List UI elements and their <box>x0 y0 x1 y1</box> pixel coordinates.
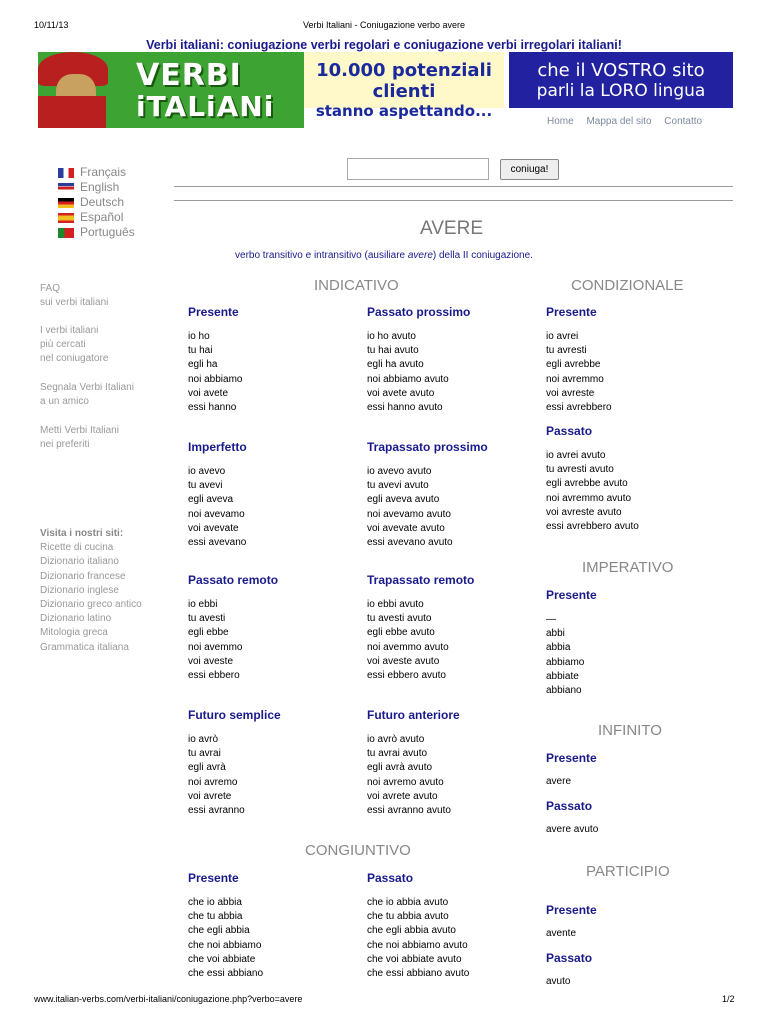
tense-heading: Presente <box>546 588 597 602</box>
conjugation-form: noi avremo <box>188 776 238 788</box>
language-label: Français <box>80 165 127 179</box>
tense-block-imp-presente <box>546 588 597 698</box>
tense-heading: Presente <box>546 751 597 765</box>
conjugation-forms <box>546 330 612 415</box>
tense-block-ind-futuro-semplice <box>188 708 281 818</box>
conjugation-form: che tu abbia avuto <box>367 911 449 923</box>
verb-title: AVERE <box>420 218 484 239</box>
conjugation-form: avuto <box>546 976 571 987</box>
conjugation-forms <box>546 823 598 837</box>
flag-portugal-icon <box>58 228 74 238</box>
language-item-pt[interactable] <box>58 225 135 240</box>
verb-description: verbo transitivo e intransitivo (ausiliare avere) della II coniugazione. <box>235 250 533 261</box>
conjugation-form: voi avete avuto <box>367 387 435 399</box>
conjugation-form: che egli abbia avuto <box>367 925 456 937</box>
logo-text-line2: iTALiANi <box>136 90 275 123</box>
conjugation-forms <box>546 975 592 989</box>
divider <box>174 200 733 201</box>
tense-heading: Presente <box>188 871 239 885</box>
sidebar-faq-link[interactable]: FAQ sui verbi italiani <box>40 283 109 309</box>
conjugation-form: che voi abbiate avuto <box>367 953 462 965</box>
conjugation-form: voi avreste <box>546 387 595 399</box>
conjugation-form: egli ebbe <box>188 627 229 639</box>
conjugation-form: abbiamo <box>546 656 585 668</box>
conjugation-form: che essi abbiano <box>188 968 264 980</box>
conjugation-form: egli aveva avuto <box>367 494 440 506</box>
conjugation-form: voi avevate <box>188 522 239 534</box>
conjugation-form: avente <box>546 928 577 939</box>
sidebar-popular-link[interactable]: I verbi italiani più cercati nel coniugatore <box>40 325 109 365</box>
tense-block-ind-trapassato-prossimo <box>367 440 488 550</box>
conjugation-form: abbiano <box>546 685 582 697</box>
conjugation-form: essi hanno <box>188 402 237 414</box>
conjugation-form: che noi abbiamo <box>188 939 262 951</box>
site-link[interactable]: Dizionario italiano <box>40 556 119 568</box>
conjugation-form: voi avrete <box>188 790 232 802</box>
conjugation-form: noi avremo avuto <box>367 776 444 788</box>
tense-block-inf-passato <box>546 799 598 837</box>
conjugation-form: avere avuto <box>546 824 599 835</box>
conjugation-form: io avevo <box>188 466 226 477</box>
conjugation-form: noi abbiamo <box>188 373 243 385</box>
language-item-fr[interactable] <box>58 165 135 180</box>
language-label: Deutsch <box>80 195 125 209</box>
conjugation-form: egli avrà <box>188 762 226 774</box>
ad2-line2: parli la LORO lingua <box>536 81 706 101</box>
ad1-line2: stanno aspettando... <box>315 102 493 120</box>
tense-block-ind-futuro-anteriore <box>367 708 460 818</box>
tense-block-cond-presente <box>546 305 612 415</box>
tense-heading: Passato <box>367 871 414 885</box>
conjugation-form: abbia <box>546 642 571 654</box>
site-link[interactable]: Dizionario greco antico <box>40 599 142 611</box>
conjugation-forms <box>188 598 278 683</box>
tense-heading: Passato <box>546 951 593 965</box>
divider <box>174 186 733 187</box>
conjugation-form: noi abbiamo avuto <box>367 373 449 385</box>
mood-imperativo: IMPERATIVO <box>582 559 674 576</box>
language-label: Español <box>80 210 124 224</box>
logo-text-line1: VERBI <box>136 58 242 93</box>
language-item-es[interactable] <box>58 210 135 225</box>
conjugation-form: essi avranno avuto <box>367 805 451 817</box>
tense-heading: Trapassato prossimo <box>367 440 488 454</box>
ad2-line1: che il VOSTRO sito <box>537 60 705 81</box>
ad-banner-clients[interactable] <box>304 52 504 120</box>
conjugation-form: noi avevamo avuto <box>367 508 451 520</box>
conjugation-form: tu hai <box>188 345 213 357</box>
mood-indicativo: INDICATIVO <box>314 277 399 294</box>
ad1-line1: 10.000 potenziali clienti <box>316 60 492 102</box>
conjugation-form: io ho avuto <box>367 331 416 342</box>
print-page-number: 1/2 <box>722 994 735 1004</box>
site-link[interactable]: Dizionario latino <box>40 613 112 625</box>
tense-heading: Presente <box>546 903 597 917</box>
conjugation-form: che tu abbia <box>188 911 243 923</box>
conjugation-form: io avrei avuto <box>546 450 606 461</box>
conjugation-form: essi hanno avuto <box>367 402 443 414</box>
conjugation-form: tu avevi avuto <box>367 480 429 492</box>
conjugation-forms <box>367 598 474 683</box>
tense-heading: Presente <box>546 305 597 319</box>
conjugation-forms <box>188 330 242 415</box>
flag-germany-icon <box>58 198 74 208</box>
conjugation-form: voi avrete avuto <box>367 790 438 802</box>
tense-block-ind-presente <box>188 305 242 415</box>
site-link[interactable]: Ricette di cucina <box>40 542 114 554</box>
nav-contact-link[interactable]: Contatto <box>664 116 703 127</box>
conjugation-form: essi avevano <box>188 537 247 549</box>
tense-block-cong-passato <box>367 871 469 981</box>
tense-heading: Futuro semplice <box>188 708 281 722</box>
conjugation-form: noi avremmo <box>546 373 604 385</box>
tense-block-part-presente <box>546 903 597 941</box>
conjugation-form: — <box>546 614 556 625</box>
conjugation-form: noi avemmo <box>188 641 243 653</box>
conjugation-form: io avrò <box>188 734 219 745</box>
conjugation-form: io ho <box>188 331 210 342</box>
conjugation-form: tu hai avuto <box>367 345 419 357</box>
flag-france-icon <box>58 168 74 178</box>
conjugation-form: abbiate <box>546 670 579 682</box>
tense-block-inf-presente <box>546 751 597 789</box>
flag-spain-icon <box>58 213 74 223</box>
conjugation-form: io avrò avuto <box>367 734 425 745</box>
language-label: English <box>80 180 120 194</box>
conjugation-form: essi avevano avuto <box>367 537 453 549</box>
conjugation-form: tu avevi <box>188 480 223 492</box>
print-url: www.italian-verbs.com/verbi-italiani/coniugazione.php?verbo=avere <box>34 994 303 1004</box>
conjugation-form: che essi abbiano avuto <box>367 968 470 980</box>
conjugate-button[interactable]: coniuga! <box>500 159 559 180</box>
conjugation-form: io ebbi <box>188 599 218 610</box>
mood-infinito: INFINITO <box>598 722 662 739</box>
tense-block-ind-passato-prossimo <box>367 305 470 415</box>
conjugation-forms <box>546 775 597 789</box>
sidebar-bookmark-link[interactable]: Metti Verbi Italiani nei preferiti <box>40 425 119 451</box>
conjugation-form: voi avevate avuto <box>367 522 445 534</box>
tense-block-ind-trapassato-remoto <box>367 573 474 683</box>
conjugation-form: che noi abbiamo avuto <box>367 939 468 951</box>
tense-heading: Imperfetto <box>188 440 247 454</box>
conjugation-form: io ebbi avuto <box>367 599 424 610</box>
conjugation-form: voi aveste avuto <box>367 655 440 667</box>
conjugation-form: tu avrai avuto <box>367 748 428 760</box>
tense-heading: Presente <box>188 305 239 319</box>
language-list <box>58 165 135 240</box>
conjugation-form: abbi <box>546 628 565 640</box>
conjugation-form: noi avremmo avuto <box>546 492 632 504</box>
conjugation-form: essi avranno <box>188 805 245 817</box>
tense-heading: Trapassato remoto <box>367 573 475 587</box>
conjugation-form: tu avesti <box>188 613 226 625</box>
language-item-de[interactable] <box>58 195 135 210</box>
conjugation-forms <box>188 465 247 550</box>
language-label: Português <box>80 225 135 239</box>
mood-condizionale: CONDIZIONALE <box>571 277 684 294</box>
conjugation-form: egli ha <box>188 359 218 371</box>
mood-congiuntivo: CONGIUNTIVO <box>305 842 411 859</box>
conjugation-form: tu avresti avuto <box>546 464 614 476</box>
flag-uk-icon <box>58 183 74 193</box>
sites-title: Visita i nostri siti: <box>40 528 124 539</box>
language-item-en[interactable] <box>58 180 135 195</box>
conjugation-form: tu avesti avuto <box>367 613 432 625</box>
conjugation-form: essi avrebbero avuto <box>546 521 639 533</box>
tense-block-part-passato <box>546 951 592 989</box>
site-link[interactable]: Dizionario inglese <box>40 584 119 596</box>
conjugation-form: che voi abbiate <box>188 953 256 965</box>
tense-heading: Futuro anteriore <box>367 708 460 722</box>
conjugation-forms <box>546 927 597 941</box>
conjugation-forms <box>367 733 460 818</box>
conjugation-form: egli ha avuto <box>367 359 424 371</box>
site-headline: Verbi italiani: coniugazione verbi regolari e coniugazione verbi irregolari italiani! <box>146 38 622 52</box>
conjugation-forms <box>188 733 281 818</box>
site-link[interactable]: Dizionario francese <box>40 570 126 582</box>
verb-search-input[interactable] <box>347 158 489 180</box>
site-logo[interactable] <box>38 52 304 128</box>
conjugation-forms <box>367 465 488 550</box>
conjugation-form: io avevo avuto <box>367 466 432 477</box>
conjugation-form: avere <box>546 776 572 787</box>
conjugation-form: voi avreste avuto <box>546 506 622 518</box>
conjugation-form: che io abbia avuto <box>367 897 449 908</box>
conjugation-forms <box>367 330 470 415</box>
conjugation-form: voi avete <box>188 387 229 399</box>
conjugation-forms <box>546 449 639 534</box>
conjugation-forms <box>188 896 263 981</box>
conjugation-form: egli avrà avuto <box>367 762 433 774</box>
site-link[interactable]: Grammatica italiana <box>40 641 129 653</box>
print-title: Verbi Italiani - Coniugazione verbo avere <box>302 20 466 30</box>
ad-banner-translation[interactable] <box>509 52 733 108</box>
print-date: 10/11/13 <box>34 20 69 30</box>
conjugation-form: essi ebbero <box>188 670 240 682</box>
conjugation-forms <box>546 613 597 698</box>
tense-block-ind-passato-remoto <box>188 573 278 683</box>
sidebar-sites <box>40 527 142 655</box>
nav-home-link[interactable]: Home <box>547 116 574 127</box>
conjugation-form: egli avrebbe avuto <box>546 478 628 490</box>
conjugation-form: tu avresti <box>546 345 587 357</box>
conjugation-form: noi avemmo avuto <box>367 641 449 653</box>
conjugation-form: egli aveva <box>188 494 234 506</box>
sidebar-recommend-link[interactable]: Segnala Verbi Italiani a un amico <box>40 382 134 408</box>
tense-block-cond-passato <box>546 424 639 534</box>
mood-participio: PARTICIPIO <box>586 863 670 880</box>
conjugation-form: io avrei <box>546 331 579 342</box>
conjugation-form: voi aveste <box>188 655 234 667</box>
top-navigation <box>537 116 702 127</box>
tense-heading: Passato <box>546 799 593 813</box>
conjugation-form: noi avevamo <box>188 508 245 520</box>
conjugation-form: che io abbia <box>188 897 242 908</box>
conjugation-form: tu avrai <box>188 748 221 760</box>
dante-robe-icon <box>38 96 106 128</box>
tense-block-ind-imperfetto <box>188 440 247 550</box>
site-link[interactable]: Mitologia greca <box>40 627 108 639</box>
tense-block-cong-presente <box>188 871 263 981</box>
conjugation-form: essi ebbero avuto <box>367 670 446 682</box>
conjugation-form: essi avrebbero <box>546 402 612 414</box>
tense-heading: Passato prossimo <box>367 305 471 319</box>
nav-sitemap-link[interactable]: Mappa del sito <box>586 116 652 127</box>
conjugation-form: che egli abbia <box>188 925 250 937</box>
tense-heading: Passato remoto <box>188 573 279 587</box>
conjugation-form: egli avrebbe <box>546 359 601 371</box>
conjugation-forms <box>367 896 469 981</box>
tense-heading: Passato <box>546 424 593 438</box>
conjugation-form: egli ebbe avuto <box>367 627 435 639</box>
